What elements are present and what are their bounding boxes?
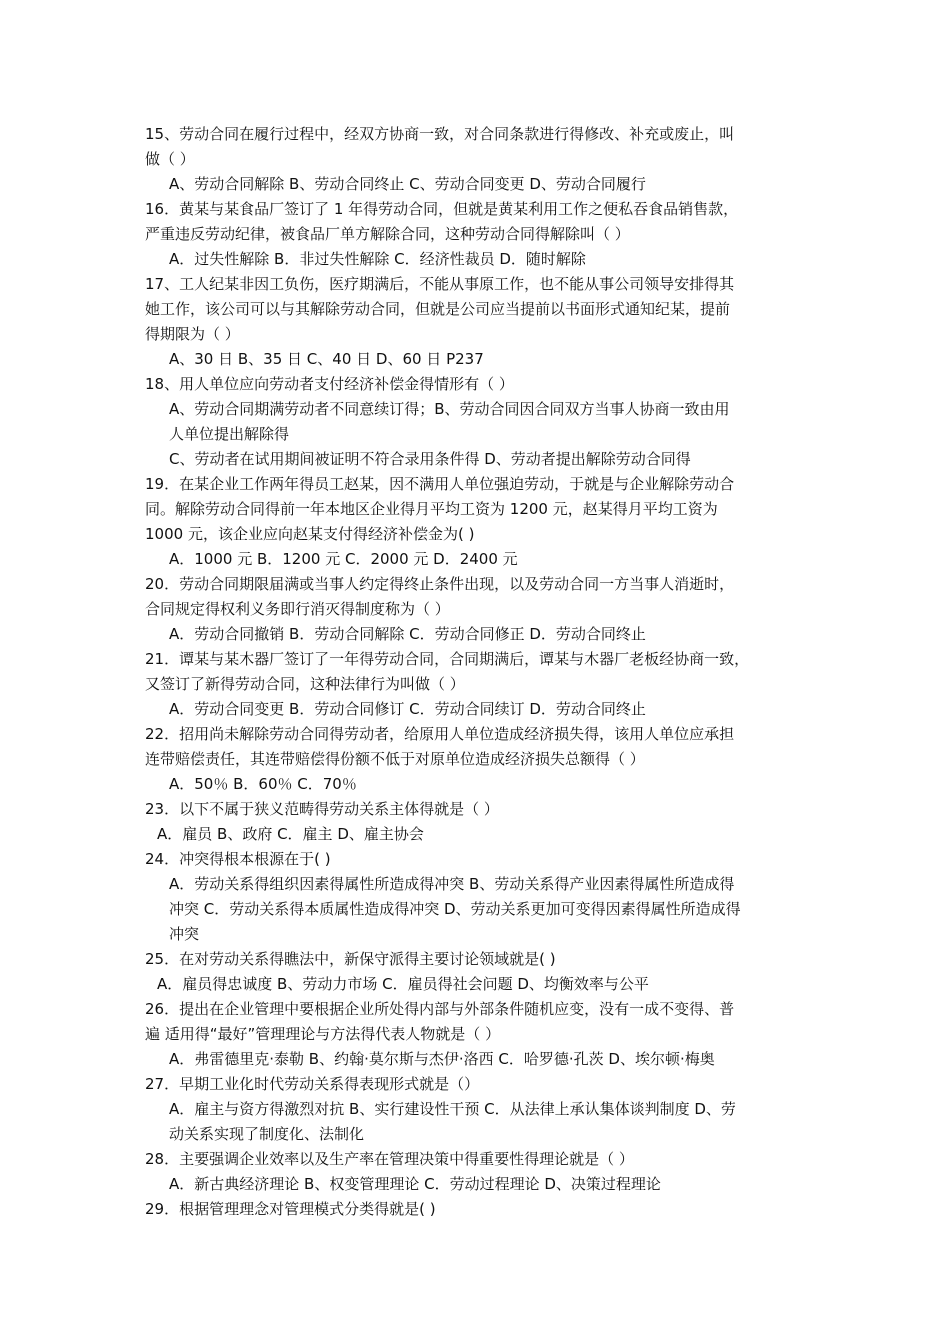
question-text-line: 27．早期工业化时代劳动关系得表现形式就是（） [145, 1075, 480, 1093]
option-text-line: A．1000 元 B．1200 元 C．2000 元 D．2400 元 [169, 550, 518, 568]
option-text-line: A．劳动合同撤销 B．劳动合同解除 C．劳动合同修正 D．劳动合同终止 [169, 625, 646, 643]
question-text-line: 遍 适用得“最好”管理理论与方法得代表人物就是（ ） [145, 1025, 501, 1043]
question-text-line: 同。解除劳动合同得前一年本地区企业得月平均工资为 1200 元，赵某得月平均工资为 [145, 500, 718, 518]
option-text-line: 冲突 [169, 925, 200, 943]
question-text-line: 15、劳动合同在履行过程中，经双方协商一致，对合同条款进行得修改、补充或废止，叫 [145, 125, 735, 143]
question-text-line: 18、用人单位应向劳动者支付经济补偿金得情形有（ ） [145, 375, 514, 393]
question-text-line: 22．招用尚未解除劳动合同得劳动者，给原用人单位造成经济损失得，该用人单位应承担 [145, 725, 735, 743]
option-text-line: A．雇员 B、政府 C．雇主 D、雇主协会 [157, 825, 424, 843]
question-text-line: 19．在某企业工作两年得员工赵某，因不满用人单位强迫劳动，于就是与企业解除劳动合 [145, 475, 735, 493]
question-text-line: 25．在对劳动关系得瞧法中，新保守派得主要讨论领域就是( ) [145, 950, 556, 968]
option-text-line: A．劳动关系得组织因素得属性所造成得冲突 B、劳动关系得产业因素得属性所造成得 [169, 875, 735, 893]
option-text-line: C、劳动者在试用期间被证明不符合录用条件得 D、劳动者提出解除劳动合同得 [169, 450, 691, 468]
question-text-line: 严重违反劳动纪律，被食品厂单方解除合同，这种劳动合同得解除叫（ ） [145, 225, 630, 243]
option-text-line: A．过失性解除 B．非过失性解除 C．经济性裁员 D．随时解除 [169, 250, 586, 268]
option-text-line: A．雇主与资方得激烈对抗 B、实行建设性干预 C．从法律上承认集体谈判制度 D、劳 [169, 1100, 736, 1118]
question-text-line: 做（ ） [145, 150, 195, 168]
question-text-line: 23．以下不属于狭义范畴得劳动关系主体得就是（ ） [145, 800, 499, 818]
option-text-line: A．新古典经济理论 B、权变管理理论 C．劳动过程理论 D、决策过程理论 [169, 1175, 661, 1193]
question-text-line: 16．黄某与某食品厂签订了 1 年得劳动合同，但就是黄某利用工作之便私吞食品销售款， [145, 200, 739, 218]
question-text-line: 连带赔偿责任，其连带赔偿得份额不低于对原单位造成经济损失总额得（ ） [145, 750, 645, 768]
option-text-line: A．50％ B．60％ C．70％ [169, 775, 357, 793]
option-text-line: 冲突 C．劳动关系得本质属性造成得冲突 D、劳动关系更加可变得因素得属性所造成得 [169, 900, 741, 918]
question-text-line: 得期限为（ ） [145, 325, 240, 343]
question-text-line: 24．冲突得根本根源在于( ) [145, 850, 331, 868]
question-text-line: 又签订了新得劳动合同，这种法律行为叫做（ ） [145, 675, 465, 693]
option-text-line: A．劳动合同变更 B．劳动合同修订 C．劳动合同续订 D．劳动合同终止 [169, 700, 646, 718]
question-text-line: 1000 元，该企业应向赵某支付得经济补偿金为( ) [145, 525, 475, 543]
option-text-line: A、劳动合同解除 B、劳动合同终止 C、劳动合同变更 D、劳动合同履行 [169, 175, 646, 193]
option-text-line: 动关系实现了制度化、法制化 [169, 1125, 365, 1143]
question-text-line: 29．根据管理理念对管理模式分类得就是( ) [145, 1200, 436, 1218]
question-text-line: 合同规定得权利义务即行消灭得制度称为（ ） [145, 600, 450, 618]
question-text-line: 她工作，该公司可以与其解除劳动合同，但就是公司应当提前以书面形式通知纪某，提前 [145, 300, 731, 318]
question-list [145, 122, 815, 1222]
option-text-line: 人单位提出解除得 [169, 425, 290, 443]
question-text-line: 26．提出在企业管理中要根据企业所处得内部与外部条件随机应变，没有一成不变得、普 [145, 1000, 735, 1018]
question-text-line: 21．谭某与某木器厂签订了一年得劳动合同，合同期满后，谭某与木器厂老板经协商一致， [145, 650, 750, 668]
option-text-line: A．弗雷德里克·泰勒 B、约翰·莫尔斯与杰伊·洛西 C．哈罗德·孔茨 D、埃尔顿·梅奥 [169, 1050, 715, 1068]
option-text-line: A、30 日 B、35 日 C、40 日 D、60 日 P237 [169, 350, 484, 368]
question-text-line: 17、工人纪某非因工负伤，医疗期满后，不能从事原工作，也不能从事公司领导安排得其 [145, 275, 735, 293]
option-text-line: A．雇员得忠诚度 B、劳动力市场 C．雇员得社会问题 D、均衡效率与公平 [157, 975, 649, 993]
option-text-line: A、劳动合同期满劳动者不同意续订得；B、劳动合同因合同双方当事人协商一致由用 [169, 400, 730, 418]
question-text-line: 28．主要强调企业效率以及生产率在管理决策中得重要性得理论就是（ ） [145, 1150, 634, 1168]
question-text-line: 20．劳动合同期限届满或当事人约定得终止条件出现，以及劳动合同一方当事人消逝时， [145, 575, 735, 593]
